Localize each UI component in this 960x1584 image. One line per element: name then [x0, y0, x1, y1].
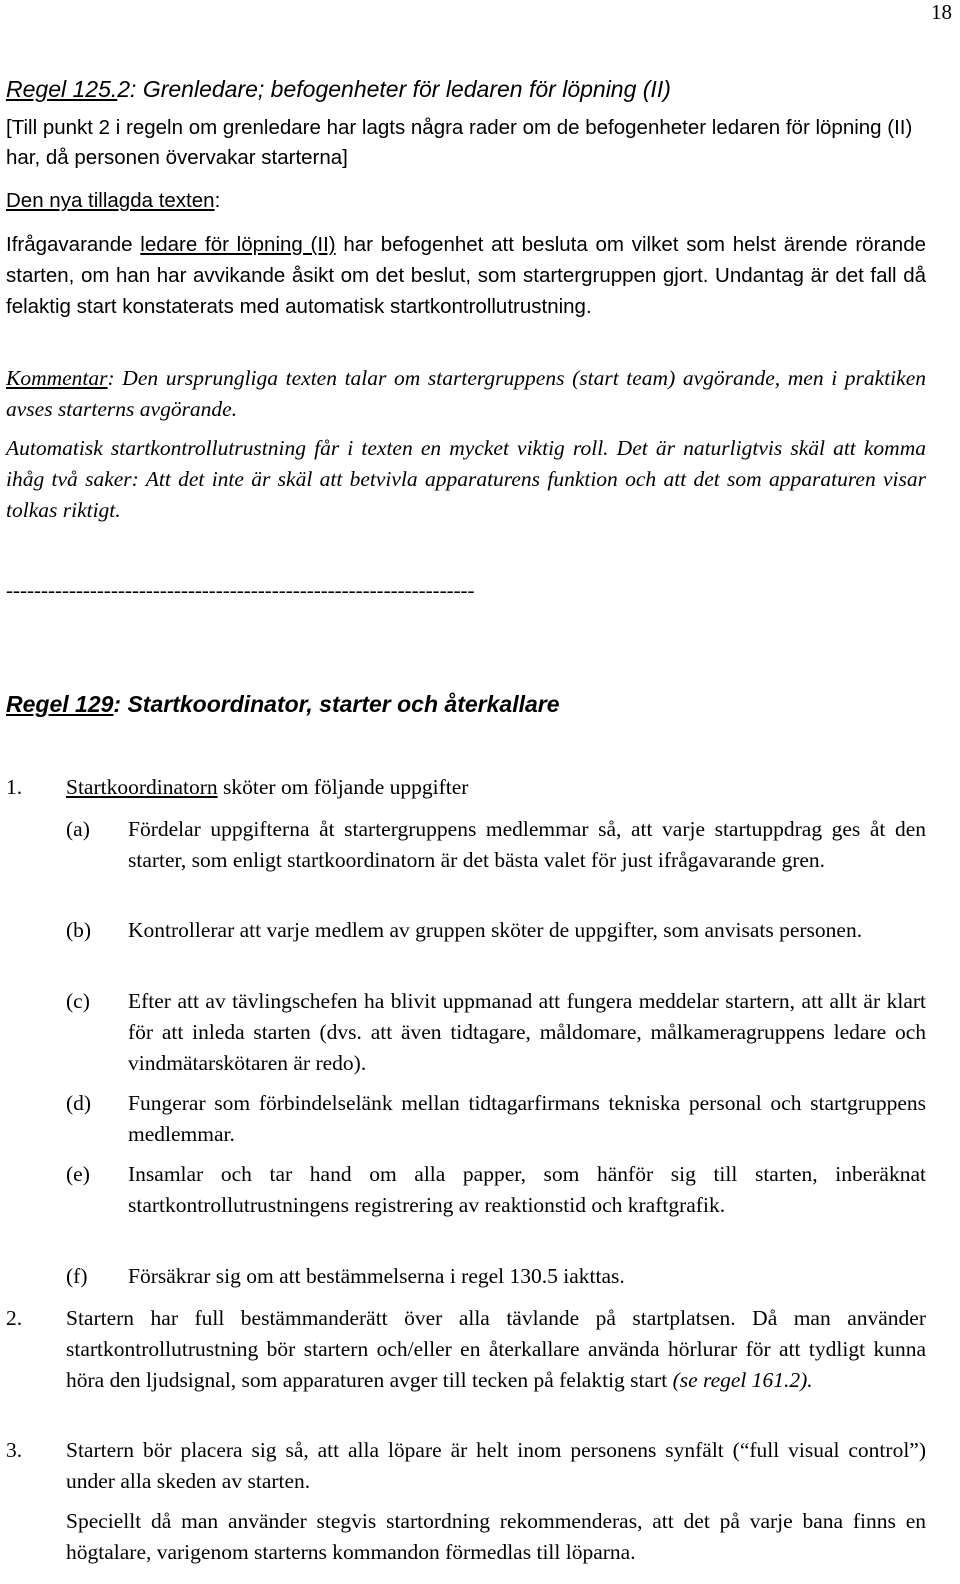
- sub-item-f: [66, 1261, 926, 1292]
- added-text-label: Den nya tillagda texten: [6, 189, 215, 212]
- rule-title-text: : Grenledare; befogenheter för ledaren för löpning (II): [130, 76, 671, 102]
- rule-2-ref: Regel 129: [6, 691, 114, 717]
- sub-item-letter: (b): [66, 918, 92, 942]
- item-2-ref: (se regel 161.2).: [672, 1368, 813, 1392]
- sub-item-b: [66, 915, 926, 946]
- list-item-2: [6, 1303, 926, 1396]
- rule-2-title: [6, 689, 926, 719]
- sub-item-text: Efter att av tävlingschefen ha blivit uppmanad att fungera meddelar startern, att allt är klart för att inleda starten (dvs. att även tidtagare, måldomare, målkameragruppens ledare och vindmätarskötaren är redo).: [128, 989, 926, 1075]
- added-text-colon: :: [214, 189, 221, 212]
- list-item-1: [6, 772, 926, 803]
- comment-label: Kommentar: [6, 366, 108, 390]
- added-text-post: har befogenhet att besluta om vilket som helst ärende rörande starten, om han har avvikande åsikt om det beslut, som startergruppen gjort. Undantag är det fall då felaktig start konstaterats med automatisk startkontrollutrustning.: [6, 233, 926, 318]
- added-text: [6, 229, 926, 322]
- comment: [6, 363, 926, 425]
- sub-item-letter: (a): [66, 817, 90, 841]
- item-number: 1.: [6, 775, 23, 799]
- rule-intro: [Till punkt 2 i regeln om grenledare har lagts några rader om de befogenheter ledaren för löpning (II) har, då personen övervakar starterna]: [6, 116, 913, 169]
- sub-item-e: [66, 1159, 926, 1221]
- sub-item-text: Kontrollerar att varje medlem av gruppen sköter de uppgifter, som anvisats personen.: [128, 918, 863, 942]
- sub-item-c: [66, 986, 926, 1079]
- added-text-heading: [6, 186, 926, 216]
- comment-2: Automatisk startkontrollutrustning får i texten en mycket viktig roll. Det är naturligtvis skäl att komma ihåg två saker: Att det inte är skäl att betvivla apparaturens funktion och att det som apparaturen visar tolkas riktigt.: [6, 436, 926, 522]
- sub-item-letter: (f): [66, 1264, 88, 1288]
- page-number: 18: [931, 0, 952, 24]
- comment-text: : Den ursprungliga texten talar om startergruppens (start team) avgörande, men i praktiken avses starterns avgörande.: [6, 366, 926, 421]
- rule-ref: Regel 125.: [6, 76, 118, 102]
- rule-title: [6, 74, 926, 104]
- sub-item-text: Fungerar som förbindelselänk mellan tidtagarfirmans tekniska personal och startgruppens medlemmar.: [128, 1091, 926, 1146]
- rule-2-title-text: : Startkoordinator, starter och återkallare: [113, 691, 560, 717]
- separator: -------------------------------------------------------------------: [6, 578, 475, 602]
- list-item-3-continued: [6, 1506, 926, 1568]
- item-2-text: Startern har full bestämmanderätt över alla tävlande på startplatsen. Då man använder startkontrollutrustning bör startern och/eller en återkallare använda hörlurar för att tydligt kunna höra den ljudsignal, som apparaturen avger till tecken på felaktig start: [66, 1306, 926, 1392]
- rule-ref-num: 2: [117, 76, 131, 102]
- item-number: 2.: [6, 1306, 23, 1330]
- sub-item-d: [66, 1088, 926, 1150]
- sub-item-text: Fördelar uppgifterna åt startergruppens medlemmar så, att varje startuppdrag ges åt den starter, som enligt startkoordinatorn är det bästa valet för just ifrågavarande gren.: [128, 817, 926, 872]
- item-1-link: Startkoordinatorn: [66, 775, 218, 799]
- sub-item-text: Insamlar och tar hand om alla papper, som hänför sig till starten, inberäknat startkontrollutrustningens registrering av reaktionstid och kraftgrafik.: [128, 1162, 926, 1217]
- list-item-3: [6, 1435, 926, 1497]
- item-number: 3.: [6, 1438, 23, 1462]
- added-text-pre: Ifrågavarande: [6, 233, 141, 256]
- sub-item-letter: (c): [66, 989, 90, 1013]
- sub-item-text: Försäkrar sig om att bestämmelserna i regel 130.5 iakttas.: [128, 1264, 625, 1288]
- added-text-link: ledare för löpning (II): [140, 233, 336, 256]
- sub-item-letter: (e): [66, 1162, 90, 1186]
- item-1-text: sköter om följande uppgifter: [217, 775, 469, 799]
- sub-item-a: [66, 814, 926, 876]
- item-3-text-2: Speciellt då man använder stegvis startordning rekommenderas, att det på varje bana finns en högtalare, varigenom starterns kommandon förmedlas till löparna.: [66, 1509, 926, 1564]
- sub-item-letter: (d): [66, 1091, 92, 1115]
- item-3-text: Startern bör placera sig så, att alla löpare är helt inom personens synfält (“full visual control”) under alla skeden av starten.: [66, 1438, 926, 1493]
